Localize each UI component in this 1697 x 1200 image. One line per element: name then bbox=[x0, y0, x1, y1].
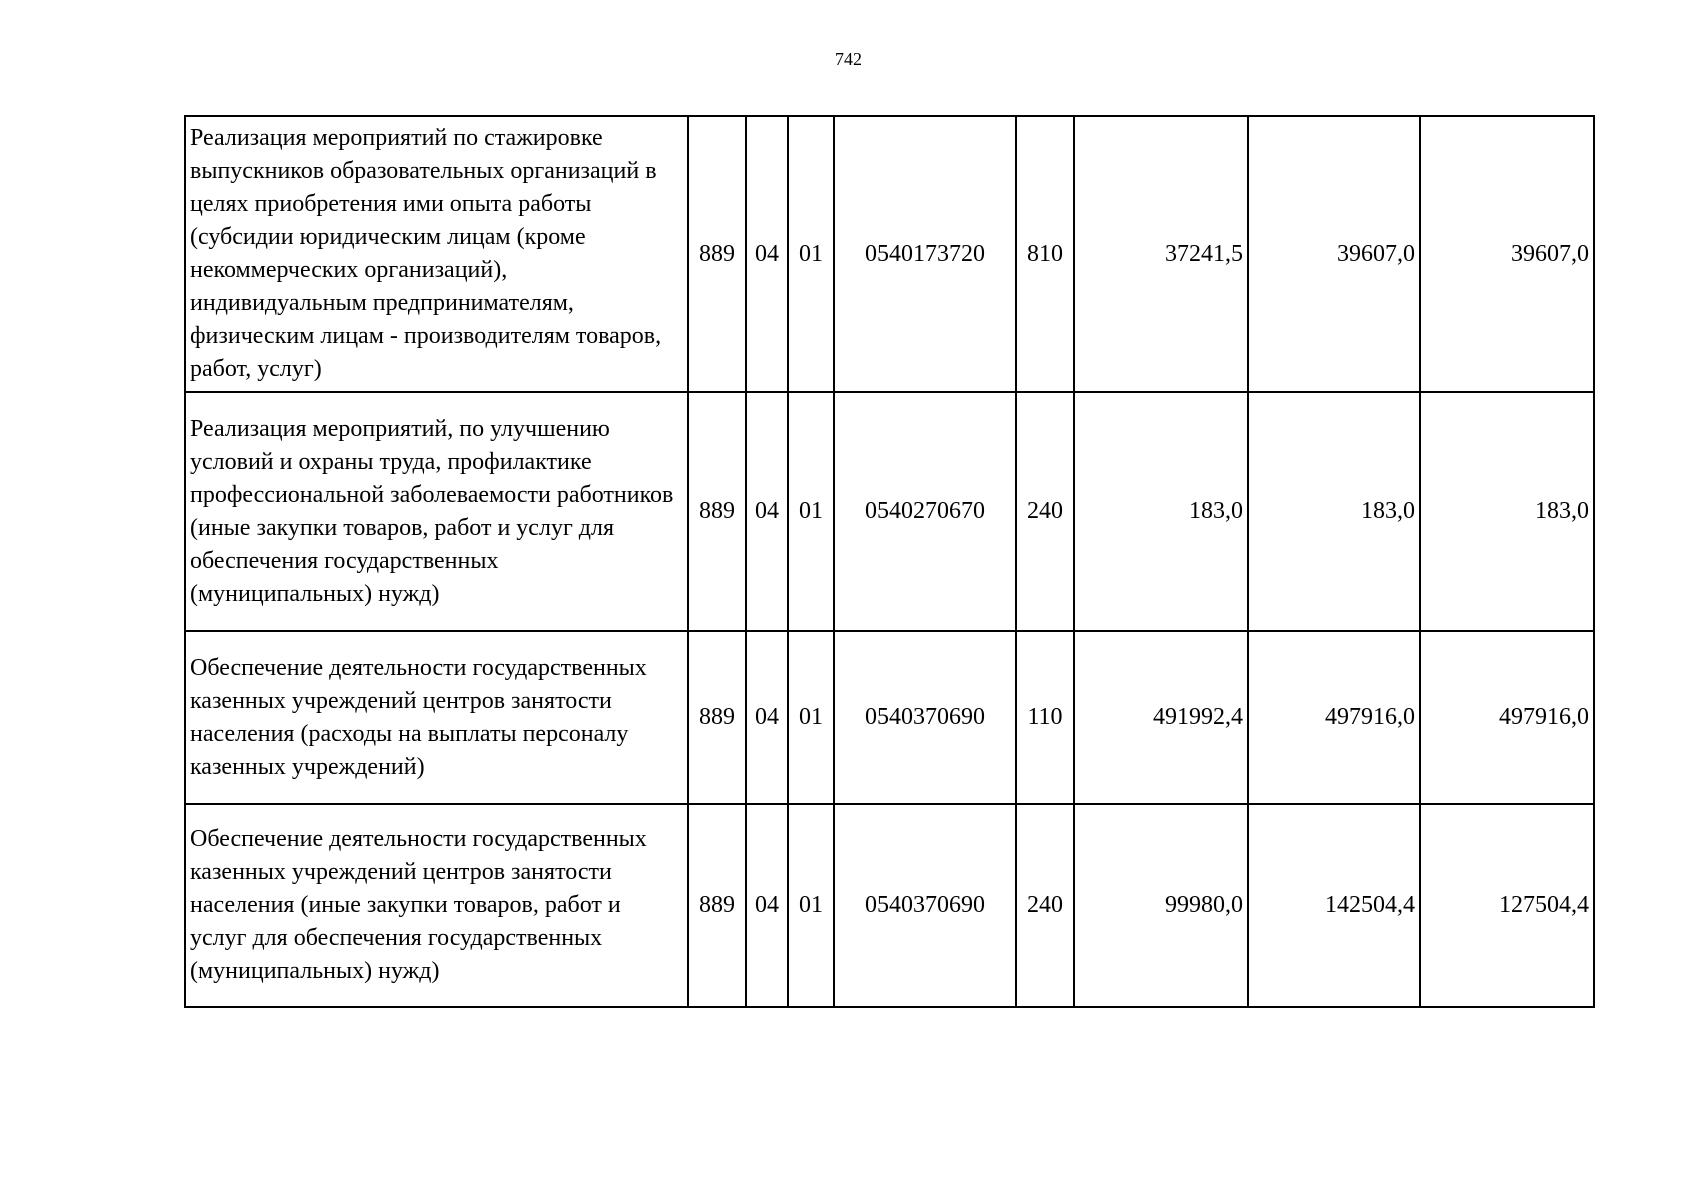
amount-1: 491992,4 bbox=[1074, 631, 1248, 804]
amount-2: 497916,0 bbox=[1248, 631, 1420, 804]
ministry-code: 889 bbox=[688, 392, 746, 631]
target-article-code: 0540173720 bbox=[834, 116, 1016, 392]
expense-type-code: 240 bbox=[1016, 392, 1074, 631]
amount-1: 37241,5 bbox=[1074, 116, 1248, 392]
expense-type-code: 110 bbox=[1016, 631, 1074, 804]
amount-3: 39607,0 bbox=[1420, 116, 1594, 392]
amount-2: 183,0 bbox=[1248, 392, 1420, 631]
amount-1: 99980,0 bbox=[1074, 804, 1248, 1007]
row-description: Реализация мероприятий по стажировке выпускников образовательных организаций в целях приобретения ими опыта работы (субсидии юридическим лицам (кроме некоммерческих организаций), индивидуальным предпринимателям, физическим лицам - производителям товаров, работ, услуг) bbox=[185, 116, 688, 392]
amount-1: 183,0 bbox=[1074, 392, 1248, 631]
section-code: 04 bbox=[746, 392, 788, 631]
amount-3: 127504,4 bbox=[1420, 804, 1594, 1007]
section-code: 04 bbox=[746, 631, 788, 804]
row-description: Обеспечение деятельности государственных казенных учреждений центров занятости населения (иные закупки товаров, работ и услуг для обеспечения государственных (муниципальных) нужд) bbox=[185, 804, 688, 1007]
budget-table bbox=[184, 115, 1595, 1008]
subsection-code: 01 bbox=[788, 631, 834, 804]
expense-type-code: 810 bbox=[1016, 116, 1074, 392]
subsection-code: 01 bbox=[788, 804, 834, 1007]
expense-type-code: 240 bbox=[1016, 804, 1074, 1007]
section-code: 04 bbox=[746, 116, 788, 392]
target-article-code: 0540370690 bbox=[834, 631, 1016, 804]
ministry-code: 889 bbox=[688, 631, 746, 804]
row-description: Реализация мероприятий, по улучшению условий и охраны труда, профилактике профессиональной заболеваемости работников (иные закупки товаров, работ и услуг для обеспечения государственных (муниципальных) нужд) bbox=[185, 392, 688, 631]
target-article-code: 0540370690 bbox=[834, 804, 1016, 1007]
page-number: 742 bbox=[835, 49, 862, 69]
subsection-code: 01 bbox=[788, 116, 834, 392]
ministry-code: 889 bbox=[688, 116, 746, 392]
section-code: 04 bbox=[746, 804, 788, 1007]
table-row bbox=[185, 392, 1594, 631]
row-description: Обеспечение деятельности государственных казенных учреждений центров занятости населения (расходы на выплаты персоналу казенных учреждений) bbox=[185, 631, 688, 804]
table-row bbox=[185, 804, 1594, 1007]
target-article-code: 0540270670 bbox=[834, 392, 1016, 631]
subsection-code: 01 bbox=[788, 392, 834, 631]
table-row bbox=[185, 116, 1594, 392]
table-row bbox=[185, 631, 1594, 804]
amount-2: 142504,4 bbox=[1248, 804, 1420, 1007]
amount-3: 183,0 bbox=[1420, 392, 1594, 631]
ministry-code: 889 bbox=[688, 804, 746, 1007]
amount-3: 497916,0 bbox=[1420, 631, 1594, 804]
amount-2: 39607,0 bbox=[1248, 116, 1420, 392]
